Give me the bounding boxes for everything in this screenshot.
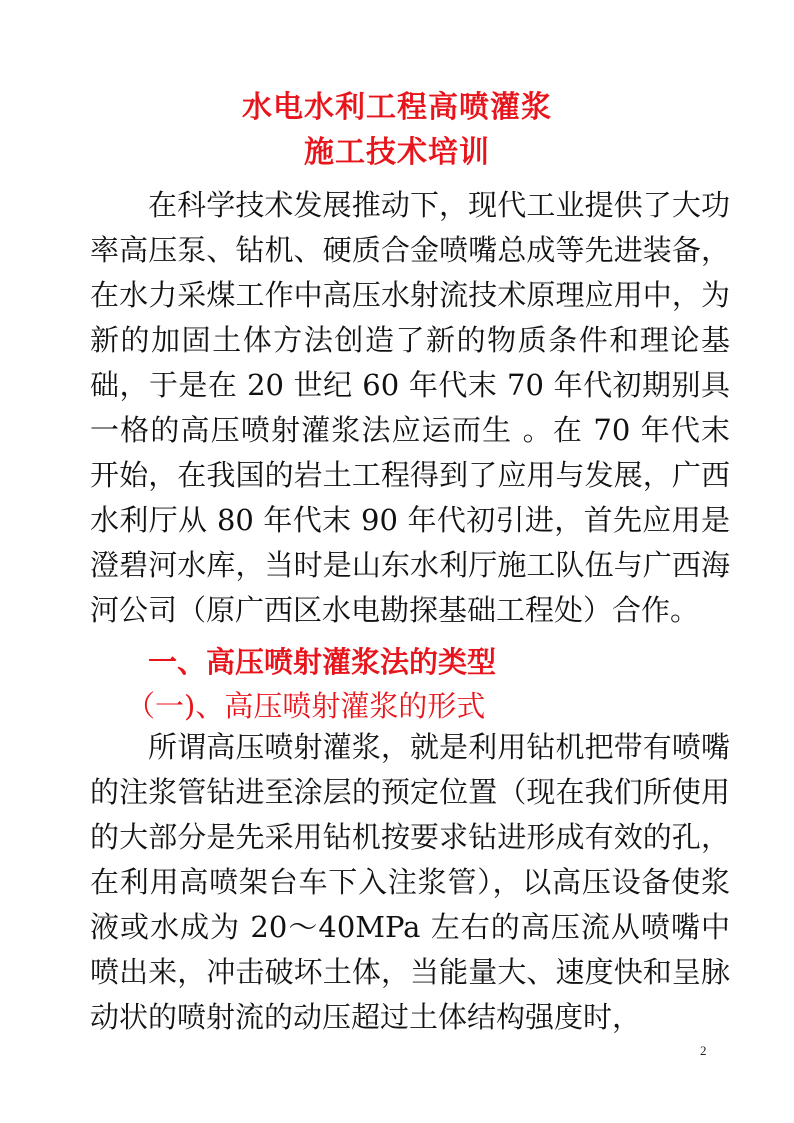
intro-paragraph: 在科学技术发展推动下，现代工业提供了大功率高压泵、钻机、硬质合金喷嘴总成等先进装备，在水力采煤工作中高压水射流技术原理应用中，为新的加固土体方法创造了新的物质条件和理论基础，于是在 20 世纪 60 年代末 70 年代初期别具一格的高压喷射灌浆法应运而生 。在 70 年代末开始，在我国的岩土工程得到了应用与发展，广西水利厅从 80 年代末 90 年代初引进，首先应用是澄碧河水库，当时是山东水利厅施工队伍与广西海河公司（原广西区水电勘探基础工程处）合作。 (90, 188, 730, 627)
section-heading-1: 一、高压喷射灌浆法的类型 (148, 645, 497, 679)
subsection-paragraph: 所谓高压喷射灌浆，就是利用钻机把带有喷嘴的注浆管钻进至涂层的预定位置（现在我们所使用的大部分是先采用钻机按要求钻进形成有效的孔，在利用高喷架台车下入注浆管），以高压设备使浆液或水成为 20～40MPa 左右的高压流从喷嘴中喷出来，冲击破坏土体，当能量大、速度快和呈脉动状的喷射流的动压超过土体结构强度时， (90, 730, 730, 1034)
document-title-line2: 施工技术培训 (304, 135, 490, 170)
document-title-line1: 水电水利工程高喷灌浆 (242, 90, 552, 125)
subsection-heading-1-1: （一)、高压喷射灌浆的形式 (126, 689, 486, 723)
page-number: 2 (700, 1043, 707, 1058)
